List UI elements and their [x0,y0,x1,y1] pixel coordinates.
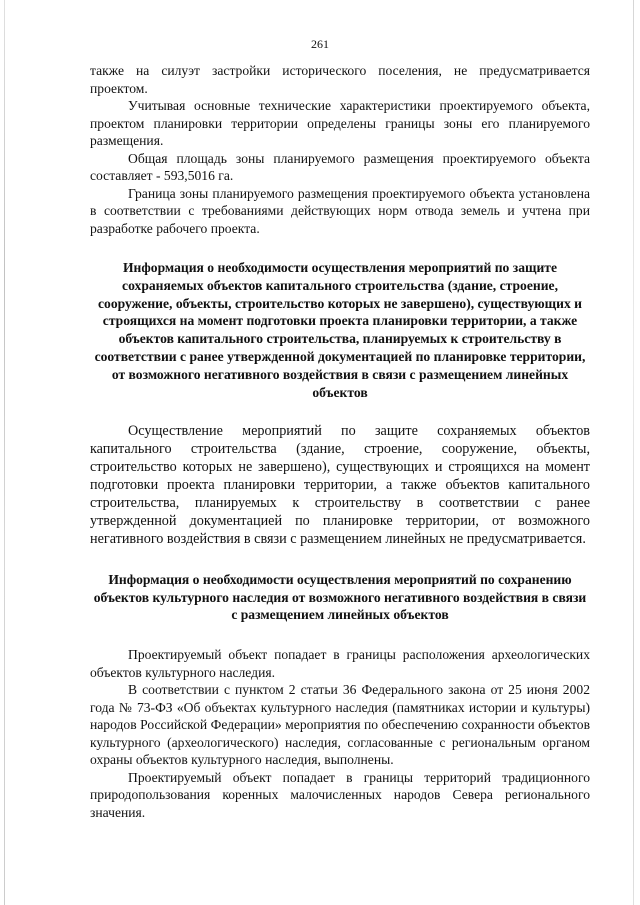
paragraph-continuation: также на силуэт застройки исторического поселения, не предусматривается проектом. [90,63,590,96]
section-heading-protection: Информация о необходимости осуществления мероприятий по защите сохраняемых объектов капитального строительства (здание, строение, сооружение, объекты, строительство которых не завершено), существующих и строящихся на момент подготовки проекта планировки территории, а также объектов капитального строительства, планируемых к строительству в соответствии с ранее утвержденной документацией по планировке территории, от возможного негативного воздействия в связи с размещением линейных объектов [94,260,586,400]
paragraph-archaeological-objects: Проектируемый объект попадает в границы расположения археологических объектов культурного наследия. [90,647,590,680]
paragraph-federal-law: В соответствии с пунктом 2 статьи 36 Федерального закона от 25 июня 2002 года № 73-ФЗ «Об объектах культурного наследия (памятниках истории и культуры) народов Российской Федерации» мероприятия по обеспечению сохранности объектов культурного (археологического) наследия, согласованные с региональным органом охраны объектов культурного наследия, выполнены. [90,682,590,768]
paragraph-zone-area: Общая площадь зоны планируемого размещения проектируемого объекта составляет - 593,5016 га. [90,150,590,183]
section-heading-cultural-heritage: Информация о необходимости осуществления мероприятий по сохранению объектов культурного наследия от возможного негативного воздействия в связи с размещением линейных объектов [93,571,587,623]
paragraph-traditional-territories: Проектируемый объект попадает в границы территорий традиционного природопользования коренных малочисленных народов Севера регионального значения. [90,769,590,820]
paragraph-zone-norms: Граница зоны планируемого размещения проектируемого объекта установлена в соответствии с требованиями действующих норм отвода земель и учтена при разработке рабочего проекта. [90,185,590,236]
page-number: 261 [311,37,329,51]
paragraph-protection-measures: Осуществление мероприятий по защите сохраняемых объектов капитального строительства (здание, строение, сооружение, объекты, строительство которых не завершено), существующих и строящихся на момент подготовки проекта планировки территории, а также объектов капитального строительства, планируемых к строительству в соответствии с ранее утвержденной документацией по планировке территории, от возможного негативного воздействия в связи с размещением линейных не предусматривается. [90,423,590,547]
document-body [90,62,590,821]
scan-edge-right [633,0,634,905]
scan-edge-left [4,0,5,905]
paragraph-zone-boundaries: Учитывая основные технические характеристики проектируемого объекта, проектом планировки территории определены границы зоны его планируемого размещения. [90,98,590,148]
